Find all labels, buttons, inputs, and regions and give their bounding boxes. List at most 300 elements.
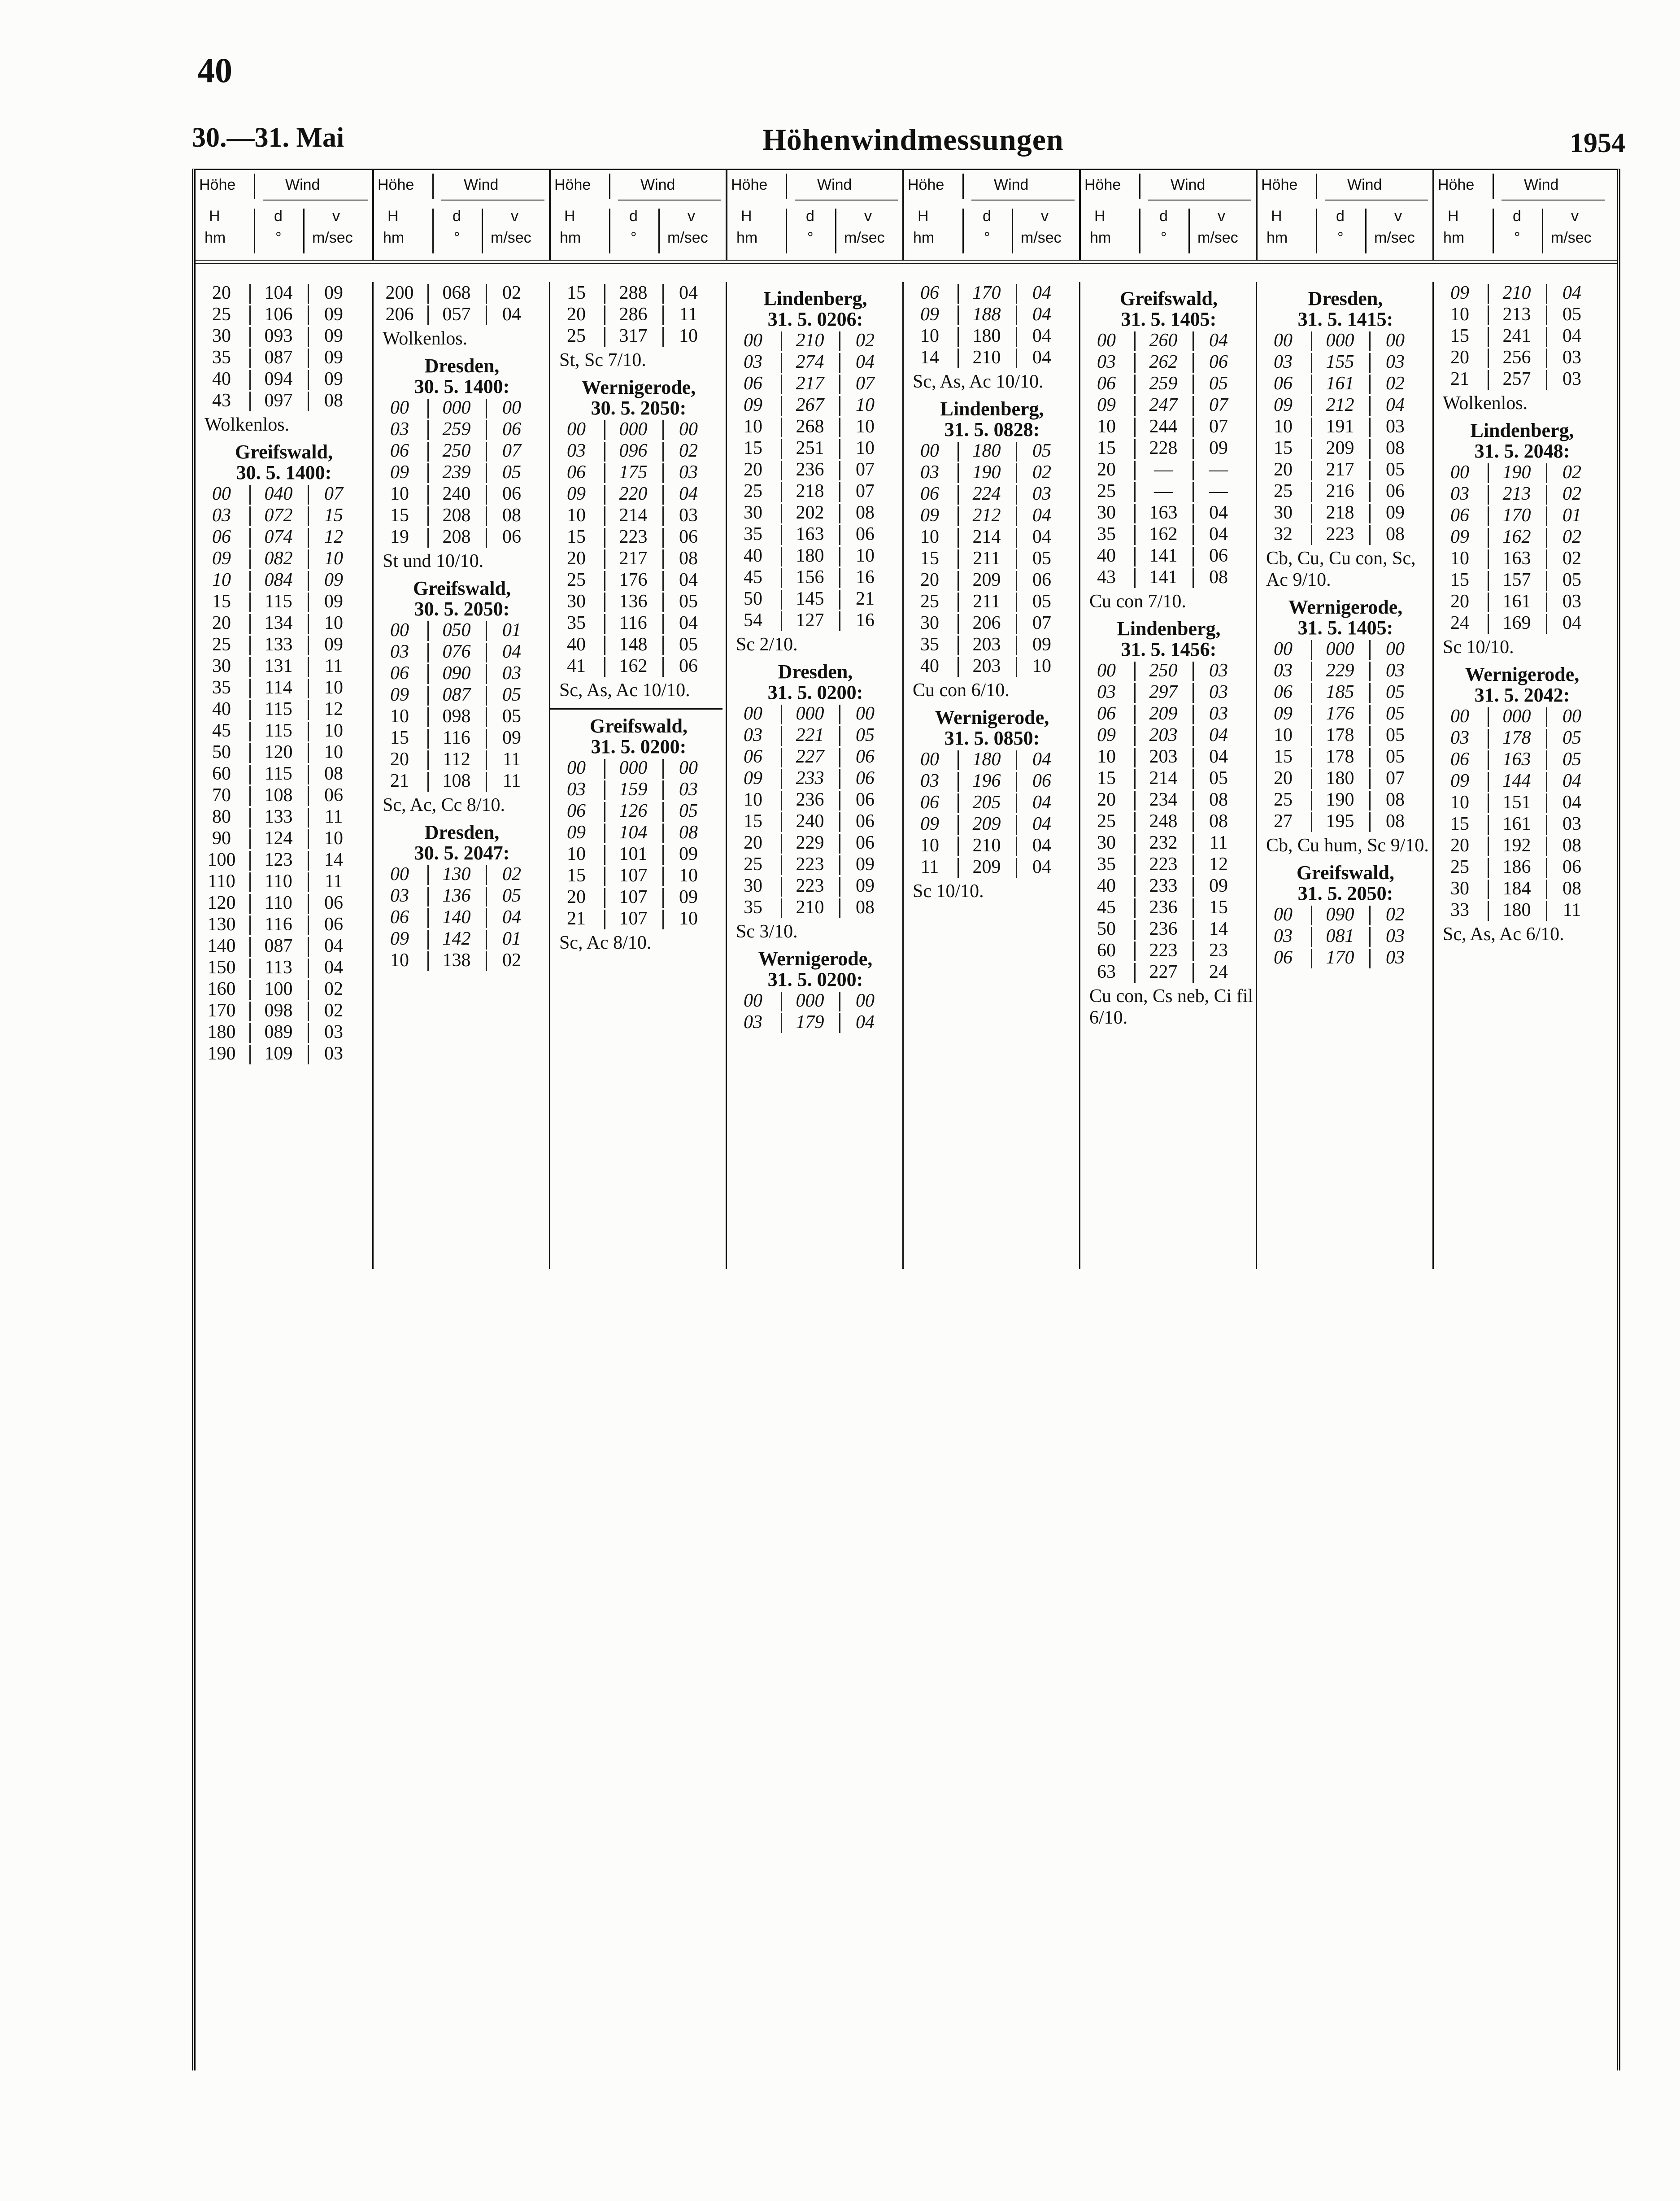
direction-cell: 190 (1502, 462, 1531, 483)
direction-cell: 175 (619, 462, 648, 483)
speed-cell: 08 (679, 822, 698, 843)
height-cell: 25 (1274, 481, 1293, 501)
table-row (550, 418, 727, 440)
direction-cell: 000 (1326, 639, 1354, 659)
speed-cell: 03 (1032, 484, 1051, 504)
cell-divider (308, 284, 309, 304)
cell-divider (1134, 375, 1136, 394)
speed-cell: 04 (1032, 326, 1051, 346)
height-cell: 30 (212, 656, 231, 676)
speed-cell: 05 (679, 591, 698, 612)
height-cell: 03 (744, 352, 762, 372)
cell-divider (662, 528, 664, 548)
cell-divider (249, 614, 251, 634)
cell-divider (1488, 614, 1489, 634)
cell-divider (1134, 726, 1136, 746)
cell-divider (1311, 482, 1312, 502)
direction-cell: 000 (619, 758, 648, 778)
height-cell: 15 (567, 283, 586, 303)
cell-divider (1546, 750, 1547, 770)
direction-cell: 297 (1149, 682, 1178, 702)
height-cell: 00 (1274, 330, 1293, 351)
height-cell: 90 (212, 828, 231, 849)
height-cell: 19 (390, 527, 409, 547)
table-row (374, 619, 550, 641)
cell-divider (308, 872, 309, 892)
height-cell: 200 (385, 283, 414, 303)
v-label: v (688, 208, 695, 225)
speed-cell: 02 (324, 979, 343, 999)
cell-divider (604, 284, 605, 304)
cell-divider (1134, 353, 1136, 373)
speed-cell: 23 (1209, 940, 1228, 961)
cell-divider (308, 1023, 309, 1043)
cell-divider (1134, 812, 1136, 832)
direction-cell: 169 (1502, 613, 1531, 633)
header-divider (254, 209, 255, 253)
height-cell: 20 (1450, 591, 1469, 612)
h-label: H (387, 208, 399, 225)
height-cell: 15 (920, 548, 939, 569)
height-cell: 180 (207, 1022, 236, 1042)
direction-cell: 268 (796, 416, 824, 437)
header-divider (303, 209, 305, 253)
direction-cell: 209 (1326, 438, 1354, 458)
table-row (727, 832, 904, 854)
cell-divider (662, 780, 664, 800)
cell-divider (249, 915, 251, 935)
table-row (904, 612, 1080, 634)
speed-cell: 07 (856, 459, 875, 480)
direction-cell: 234 (1149, 789, 1178, 810)
cell-divider (1488, 305, 1489, 325)
cell-divider (604, 867, 605, 886)
cell-divider (249, 327, 251, 347)
speed-cell: 12 (324, 527, 343, 547)
cell-divider (662, 593, 664, 612)
speed-cell: 10 (324, 742, 343, 763)
cell-divider (781, 418, 782, 437)
speed-cell: 04 (1209, 725, 1228, 745)
speed-cell: 03 (1209, 660, 1228, 681)
column-header (549, 170, 726, 260)
speed-cell: 04 (1032, 749, 1051, 770)
cell-divider (781, 992, 782, 1011)
header-divider (609, 174, 610, 199)
table-column (372, 282, 550, 1269)
station-time: 31. 5. 1456: (1121, 638, 1217, 660)
direction-cell: 190 (972, 462, 1001, 483)
cloud-note: St, Sc 7/10. (559, 350, 646, 370)
direction-cell: 141 (1149, 567, 1178, 588)
header-divider (1493, 209, 1494, 253)
height-cell: 60 (212, 763, 231, 784)
cell-divider (781, 791, 782, 811)
speed-cell: 01 (1562, 505, 1581, 526)
direction-cell: 068 (442, 283, 471, 303)
direction-cell: 241 (1502, 326, 1531, 346)
cell-divider (486, 506, 487, 526)
direction-cell: 259 (442, 419, 471, 440)
speed-cell: 02 (502, 283, 521, 303)
cell-divider (249, 549, 251, 569)
table-row (1080, 351, 1257, 373)
direction-cell: 250 (1149, 660, 1178, 681)
direction-cell: 114 (265, 677, 292, 698)
speed-cell: 10 (856, 416, 875, 437)
d-label: d (806, 208, 814, 225)
table-row (374, 928, 550, 950)
cell-divider (486, 305, 487, 325)
direction-cell: 209 (1149, 703, 1178, 724)
direction-cell: 000 (619, 419, 648, 440)
speed-cell: 15 (324, 505, 343, 526)
direction-cell: 163 (796, 524, 824, 545)
speed-cell: 09 (1032, 634, 1051, 655)
table-row (727, 854, 904, 875)
cell-divider (427, 399, 429, 418)
height-cell: 03 (744, 1012, 762, 1033)
speed-cell: 03 (1209, 703, 1228, 724)
direction-cell: — (1154, 459, 1173, 480)
height-cell: 03 (212, 505, 231, 526)
table-row (196, 1021, 372, 1043)
cell-divider (1134, 525, 1136, 545)
cell-divider (839, 331, 840, 351)
direction-cell: 217 (619, 548, 648, 569)
cell-divider (1369, 683, 1371, 703)
direction-cell: 110 (265, 871, 292, 892)
height-cell: 120 (207, 893, 236, 913)
table-row (1080, 437, 1257, 459)
speed-cell: 09 (324, 283, 343, 303)
table-row (196, 720, 372, 741)
cell-divider (1134, 662, 1136, 681)
height-cell: 190 (207, 1043, 236, 1064)
degree-unit: ° (1337, 229, 1344, 246)
cell-divider (1488, 485, 1489, 505)
station-time: 30. 5. 1400: (414, 375, 510, 397)
cell-divider (1311, 949, 1312, 968)
table-row (374, 706, 550, 727)
speed-cell: 03 (502, 663, 521, 684)
table-row (196, 526, 372, 548)
table-row (374, 950, 550, 971)
cell-divider (604, 593, 605, 612)
header-divider (962, 209, 964, 253)
height-cell: 00 (744, 330, 762, 351)
table-row (1434, 770, 1610, 792)
cell-divider (1488, 349, 1489, 368)
table-row (904, 655, 1080, 677)
height-cell: 10 (920, 527, 939, 547)
direction-cell: 136 (619, 591, 648, 612)
height-cell: 03 (567, 779, 586, 800)
cell-divider (1369, 482, 1371, 502)
speed-cell: 11 (502, 749, 521, 770)
height-cell: 15 (1274, 746, 1293, 767)
direction-cell: 209 (972, 857, 1001, 877)
speed-cell: 09 (1386, 502, 1405, 523)
speed-cell: 08 (1562, 878, 1581, 899)
direction-cell: 208 (442, 505, 471, 526)
header-divider (658, 209, 660, 253)
station-heading (1257, 288, 1434, 330)
cell-divider (1488, 528, 1489, 548)
cell-divider (604, 463, 605, 483)
direction-cell: 109 (264, 1043, 293, 1064)
cell-divider (1546, 880, 1547, 899)
cell-divider (1193, 941, 1194, 961)
height-cell: 10 (1097, 746, 1116, 767)
d-label: d (1336, 208, 1345, 225)
speed-cell: 11 (1562, 900, 1581, 920)
cell-divider (308, 1002, 309, 1021)
table-row (1434, 878, 1610, 899)
height-cell: 03 (744, 725, 762, 745)
wind-label: Wind (1524, 176, 1559, 193)
cell-divider (427, 750, 429, 770)
table-row (1257, 459, 1434, 480)
height-cell: 09 (744, 395, 762, 415)
height-cell: 130 (207, 914, 236, 935)
cell-divider (308, 829, 309, 849)
cell-divider (249, 392, 251, 411)
cell-divider (781, 568, 782, 588)
cell-divider (781, 812, 782, 832)
speed-cell: 04 (1032, 505, 1051, 526)
speed-cell: 05 (679, 634, 698, 655)
cell-divider (308, 636, 309, 655)
speed-cell: 03 (1386, 660, 1405, 681)
cell-divider (1134, 963, 1136, 983)
cell-divider (486, 930, 487, 950)
table-row (727, 1011, 904, 1033)
table-row (196, 390, 372, 411)
h-label: H (1094, 208, 1105, 225)
speed-cell: 11 (1209, 832, 1228, 853)
table-row (196, 282, 372, 304)
height-cell: 170 (207, 1000, 236, 1021)
table-row (196, 785, 372, 806)
direction-cell: 229 (796, 832, 824, 853)
cell-divider (662, 420, 664, 440)
h-label: H (1448, 208, 1459, 225)
hoehe-label: Höhe (731, 176, 768, 193)
cell-divider (427, 643, 429, 662)
height-cell: 03 (567, 440, 586, 461)
height-cell: 20 (567, 304, 586, 325)
cell-divider (662, 442, 664, 462)
cell-divider (1488, 858, 1489, 878)
table-row (374, 907, 550, 928)
d-label: d (453, 208, 461, 225)
direction-cell: 151 (1502, 792, 1531, 813)
cell-divider (249, 636, 251, 655)
cell-divider (249, 679, 251, 698)
header-divider (1316, 209, 1317, 253)
height-cell: 25 (212, 634, 231, 655)
speed-cell: 10 (679, 865, 698, 886)
direction-cell: 224 (972, 484, 1001, 504)
table-row (374, 727, 550, 749)
cell-divider (1311, 461, 1312, 480)
cell-divider (1193, 920, 1194, 940)
direction-cell: 214 (1149, 768, 1178, 789)
table-row (374, 304, 550, 325)
height-cell: 09 (212, 548, 231, 569)
direction-cell: 203 (1149, 725, 1178, 745)
direction-cell: 247 (1149, 395, 1178, 415)
cell-divider (662, 485, 664, 505)
table-row (196, 957, 372, 978)
direction-cell: 192 (1502, 835, 1531, 856)
direction-cell: 212 (1326, 395, 1354, 415)
speed-cell: 10 (679, 908, 698, 929)
cell-divider (1311, 906, 1312, 925)
table-row (550, 757, 727, 779)
table-row (904, 347, 1080, 368)
cell-divider (427, 506, 429, 526)
table-row (196, 677, 372, 698)
cell-divider (1369, 396, 1371, 416)
speed-cell: 10 (324, 720, 343, 741)
cell-divider (1134, 504, 1136, 523)
station-time: 30. 5. 2050: (414, 598, 510, 620)
station-block (727, 288, 904, 655)
cell-divider (604, 845, 605, 865)
direction-cell: 090 (442, 663, 471, 684)
station-time: 31. 5. 0200: (591, 736, 687, 758)
table-row (1434, 835, 1610, 856)
height-cell: 35 (920, 634, 939, 655)
height-cell: 10 (1450, 304, 1469, 325)
table-row (727, 416, 904, 437)
table-row (727, 545, 904, 567)
cell-divider (958, 858, 959, 878)
cell-divider (1488, 707, 1489, 727)
table-column (1079, 282, 1257, 1269)
height-cell: 00 (390, 864, 409, 885)
speed-cell: 11 (324, 806, 343, 827)
table-row (1434, 591, 1610, 612)
height-cell: 10 (567, 505, 586, 526)
cell-divider (1193, 705, 1194, 724)
cell-divider (1488, 506, 1489, 526)
cell-divider (427, 908, 429, 928)
cell-divider (1311, 748, 1312, 767)
speed-cell: 04 (679, 570, 698, 590)
cell-divider (958, 614, 959, 634)
cell-divider (604, 305, 605, 325)
direction-cell: 209 (972, 570, 1001, 590)
speed-cell: 03 (1209, 682, 1228, 702)
cell-divider (1311, 705, 1312, 724)
height-cell: 15 (212, 591, 231, 612)
direction-cell: 288 (619, 283, 648, 303)
speed-cell: 02 (856, 330, 875, 351)
speed-cell: 07 (1386, 768, 1405, 789)
direction-cell: 107 (619, 887, 648, 907)
height-cell: 40 (212, 369, 231, 389)
cell-divider (781, 726, 782, 746)
station-name: Greifswald, (1297, 862, 1394, 884)
station-name: Wernigerode, (581, 376, 696, 398)
direction-cell: 074 (264, 527, 293, 547)
direction-cell: 274 (796, 352, 824, 372)
table-row (1080, 394, 1257, 416)
height-cell: 30 (1097, 832, 1116, 853)
speed-cell: 06 (324, 893, 343, 913)
speed-cell: 09 (324, 634, 343, 655)
height-cell: 25 (567, 570, 586, 590)
height-cell: 10 (212, 570, 231, 590)
cell-divider (604, 485, 605, 505)
cell-divider (958, 815, 959, 835)
table-row (1434, 325, 1610, 347)
height-cell: 00 (1450, 706, 1469, 727)
station-name: Lindenberg, (1470, 419, 1574, 441)
cell-divider (1369, 906, 1371, 925)
station-name: Dresden, (424, 355, 500, 377)
cell-divider (486, 865, 487, 885)
height-cell: 09 (920, 505, 939, 526)
direction-cell: 267 (796, 395, 824, 415)
cell-divider (839, 769, 840, 789)
direction-cell: 180 (796, 545, 824, 566)
table-row (196, 871, 372, 892)
table-row (550, 779, 727, 800)
header-divider (1188, 209, 1190, 253)
cell-divider (839, 877, 840, 897)
cell-divider (839, 461, 840, 480)
speed-cell: 00 (679, 758, 698, 778)
direction-cell: 097 (264, 390, 293, 411)
cell-divider (308, 327, 309, 347)
cell-divider (839, 611, 840, 631)
cell-divider (958, 793, 959, 813)
station-block (904, 707, 1080, 902)
height-cell: 09 (1274, 395, 1293, 415)
cell-divider (249, 765, 251, 785)
cell-divider (1488, 593, 1489, 612)
direction-cell: 140 (442, 907, 471, 928)
direction-cell: 176 (1326, 703, 1354, 724)
table-row (374, 863, 550, 885)
table-row (550, 634, 727, 655)
height-cell: 20 (390, 749, 409, 770)
station-block (1257, 597, 1434, 856)
table-row (1080, 940, 1257, 961)
speed-cell: 05 (679, 801, 698, 821)
table-row (904, 440, 1080, 462)
table-row (1434, 505, 1610, 526)
direction-cell: 087 (264, 347, 293, 368)
speed-cell: 06 (856, 524, 875, 545)
speed-cell: 05 (1386, 703, 1405, 724)
direction-cell: 208 (442, 527, 471, 547)
table-row (1080, 724, 1257, 746)
direction-cell: 220 (619, 484, 648, 504)
speed-cell: 04 (502, 304, 521, 325)
cell-divider (308, 786, 309, 806)
cloud-note: Sc, Ac 8/10. (559, 933, 652, 953)
direction-cell: 203 (972, 656, 1001, 676)
header-divider (1316, 174, 1317, 199)
table-row (196, 483, 372, 505)
speed-cell: 10 (324, 677, 343, 698)
direction-cell: 188 (972, 304, 1001, 325)
